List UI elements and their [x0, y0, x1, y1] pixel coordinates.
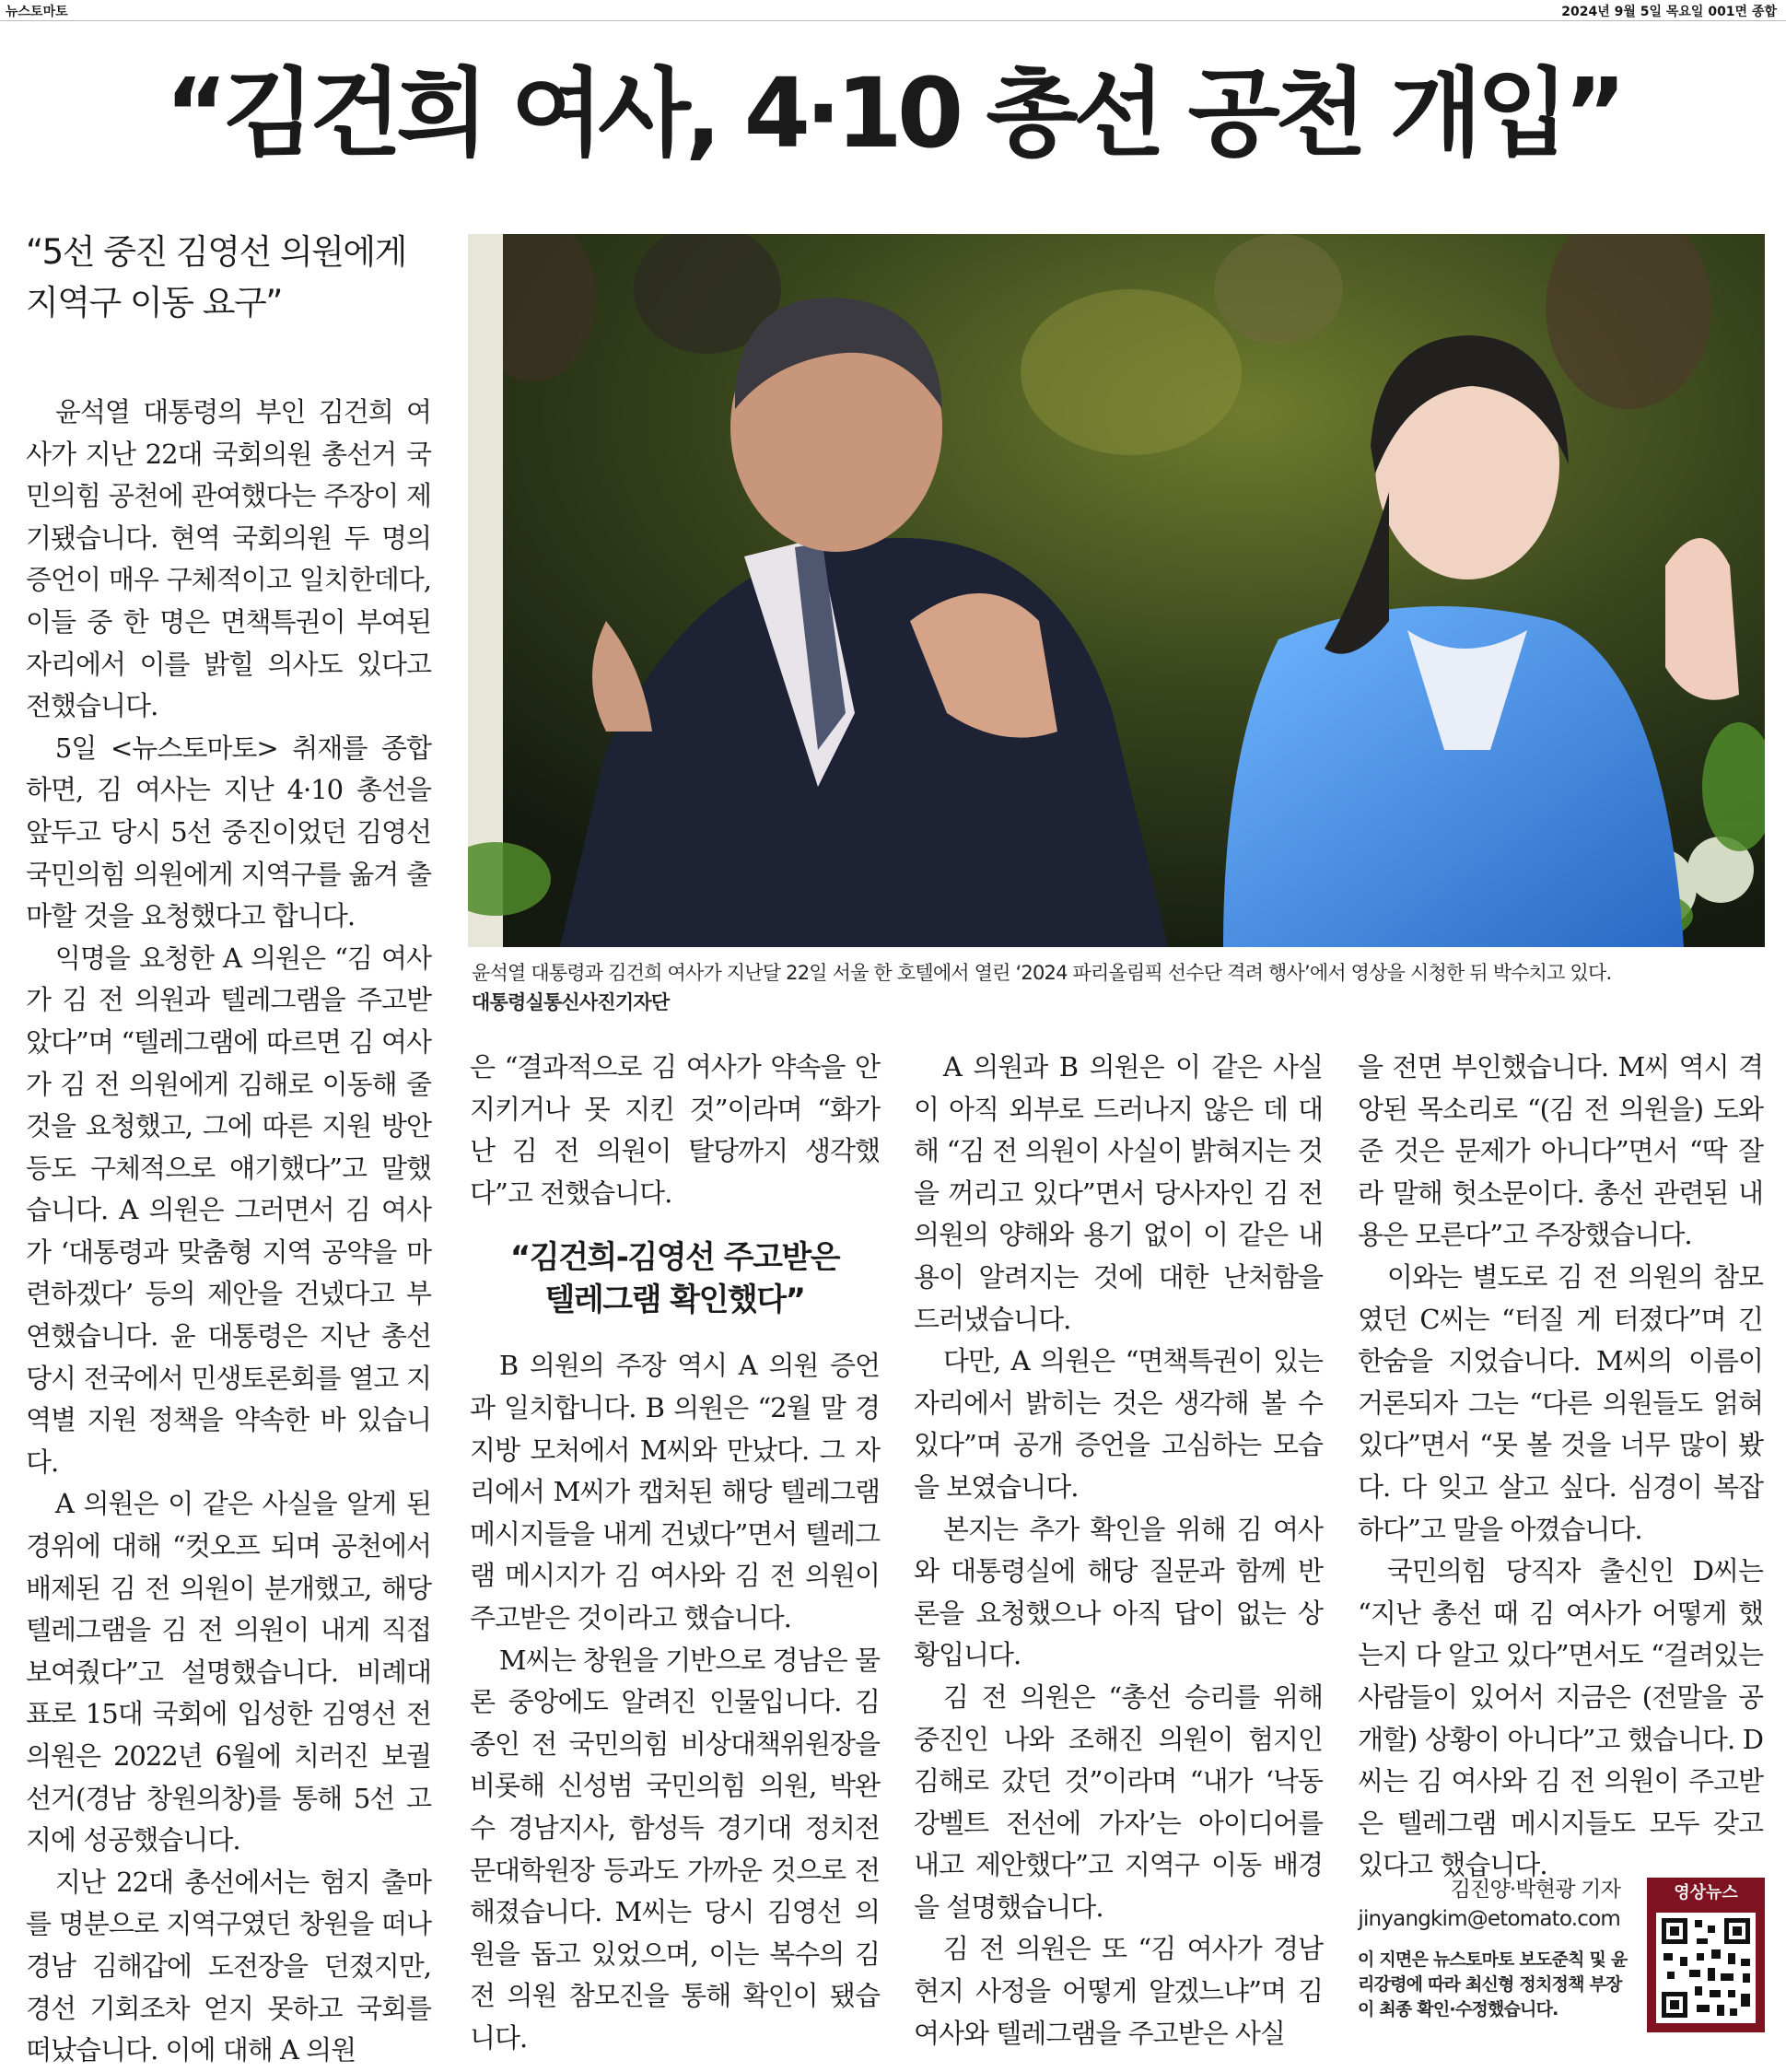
byline	[1358, 1875, 1620, 1934]
subheadline-line-1: “5선 중진 김영선 의원에게	[26, 232, 406, 272]
paragraph: 윤석열 대통령의 부인 김건희 여사가 지난 22대 국회의원 총선거 국민의힘 공천에 관여했다는 주장이 제기됐습니다. 현역 국회의원 두 명의 증언이 매우 구체적이고 일치한데다, 이들 중 한 명은 면책특권이 부여된 자리에서 이를 밝힐 의사도 있다고 전했습니다.	[26, 396, 431, 722]
photo-caption	[472, 958, 1761, 1017]
qr-label: 영상뉴스	[1674, 1883, 1738, 1902]
paragraph: 다만, A 의원은 “면책특권이 있는 자리에서 밝히는 것은 생각해 볼 수 있다”며 공개 증언을 고심하는 모습을 보였습니다.	[914, 1345, 1323, 1503]
mid-headline-line-1: “김건희-김영선 주고받은	[509, 1239, 840, 1277]
mid-headline	[470, 1236, 880, 1321]
paragraph: A 의원은 이 같은 사실을 알게 된 경위에 대해 “컷오프 되며 공천에서 배제된 김 전 의원이 분개했고, 해당 텔레그램을 김 전 의원이 내게 직접 보여줬다”고 설명했습니다. 비례대표로 15대 국회에 입성한 김영선 전 의원은 2022년 6월에 치러진 보궐선거(경남 창원의창)를 통해 5선 고지에 성공했습니다.	[26, 1488, 431, 1856]
masthead	[0, 0, 1786, 21]
paragraph: 은 “결과적으로 김 여사가 약속을 안 지키거나 못 지킨 것”이라며 “화가 난 김 전 의원이 탈당까지 생각했다”고 전했습니다.	[470, 1051, 880, 1209]
paragraph: 김 전 의원은 “총선 승리를 위해 중진인 나와 조해진 의원이 험지인 김해로 갔던 것”이라며 “내가 ‘낙동강벨트 전선에 가자’는 아이디어를 내고 제안했다”고 지역구 이동 배경을 설명했습니다.	[914, 1680, 1323, 1923]
paragraph: 5일 <뉴스토마토> 취재를 종합하면, 김 여사는 지난 4·10 총선을 앞두고 당시 5선 중진이었던 김영선 국민의힘 의원에게 지역구를 옮겨 출마할 것을 요청했다고 합니다.	[26, 732, 431, 932]
headline: “김건희 여사, 4·10 총선 공천 개입”	[165, 57, 1621, 170]
reporter-names: 김진양·박현광 기자	[1450, 1878, 1620, 1902]
subheadline	[26, 227, 459, 328]
paragraph: 국민의힘 당직자 출신인 D씨는 “지난 총선 때 김 여사가 어떻게 했는지 다 알고 있다”면서도 “걸려있는 사람들이 있어서 지금은 (전말을 공개할) 상황이 아니다”고 했습니다. D씨는 김 여사와 김 전 의원이 주고받은 텔레그램 메시지들도 모두 갖고 있다고 했습니다.	[1358, 1555, 1763, 1881]
paragraph: 김 전 의원은 또 “김 여사가 경남 현지 사정을 어떻게 알겠느냐”며 김 여사와 텔레그램을 주고받은 사실	[914, 1933, 1323, 2049]
article-column-2	[470, 1047, 880, 2059]
article-column-1	[26, 392, 431, 2072]
photo-credit: 대통령실통신사진기자단	[472, 991, 670, 1013]
mid-headline-line-2: 텔레그램 확인했다”	[544, 1282, 805, 1319]
paragraph: B 의원의 주장 역시 A 의원 증언과 일치합니다. B 의원은 “2월 말 경지방 모처에서 M씨와 만났다. 그 자리에서 M씨가 캡처된 해당 텔레그램 메시지들을 내게 건넸다”면서 텔레그램 메시지가 김 여사와 김 전 의원이 주고받은 것이라고 했습니다.	[470, 1350, 880, 1633]
paragraph: 이와는 별도로 김 전 의원의 참모였던 C씨는 “터질 게 터졌다”며 긴 한숨을 지었습니다. M씨의 이름이 거론되자 그는 “다른 의원들도 얽혀 있다”면서 “못 볼 것을 너무 많이 봤다. 다 잊고 살고 싶다. 심경이 복잡하다”고 말을 아꼈습니다.	[1358, 1260, 1763, 1545]
article-column-4	[1358, 1047, 1763, 1887]
caption-text: 윤석열 대통령과 김건희 여사가 지난달 22일 서울 한 호텔에서 열린 ‘2024 파리올림픽 선수단 격려 행사’에서 영상을 시청한 뒤 박수치고 있다.	[472, 962, 1612, 984]
reporter-email: jinyangkim@etomato.com	[1358, 1907, 1620, 1931]
issue-date-page: 2024년 9월 5일 목요일 001면 종합	[1561, 5, 1777, 19]
paragraph: 을 전면 부인했습니다. M씨 역시 격앙된 목소리로 “(김 전 의원을) 도와준 것은 문제가 아니다”면서 “딱 잘라 말해 헛소문이다. 총선 관련된 내용은 모른다”고 주장했습니다.	[1358, 1051, 1763, 1251]
subheadline-line-2: 지역구 이동 요구”	[26, 283, 282, 322]
newspaper-name: 뉴스토마토	[6, 5, 68, 19]
paragraph: M씨는 창원을 기반으로 경남은 물론 중앙에도 알려진 인물입니다. 김종인 전 국민의힘 비상대책위원장을 비롯해 신성범 국민의힘 의원, 박완수 경남지사, 함성득 경기대 정치전문대학원장 등과도 가까운 것으로 전해졌습니다. M씨는 당시 김영선 의원을 돕고 있었으며, 이는 복수의 김 전 의원 참모진을 통해 확인이 됐습니다.	[470, 1644, 880, 2054]
paragraph: 지난 22대 총선에서는 험지 출마를 명분으로 지역구였던 창원을 떠나 경남 김해갑에 도전장을 던졌지만, 경선 기회조차 얻지 못하고 국회를 떠났습니다. 이에 대해 A 의원	[26, 1866, 431, 2066]
editorial-notice: 이 지면은 뉴스토마토 보도준칙 및 윤리강령에 따라 최신형 정치정책 부장이 최종 확인·수정했습니다.	[1358, 1949, 1628, 2019]
paragraph: 본지는 추가 확인을 위해 김 여사와 대통령실에 해당 질문과 함께 반론을 요청했으나 아직 답이 없는 상황입니다.	[914, 1513, 1323, 1671]
article-column-3	[914, 1047, 1323, 2054]
qr-code-icon[interactable]	[1656, 1913, 1756, 2023]
news-photo	[468, 234, 1765, 947]
paragraph: A 의원과 B 의원은 이 같은 사실이 아직 외부로 드러나지 않은 데 대해 “김 전 의원이 사실이 밝혀지는 것을 꺼리고 있다”면서 당사자인 김 전 의원의 양해와 용기 없이 이 같은 내용이 알려지는 것에 대한 난처함을 드러냈습니다.	[914, 1051, 1323, 1335]
paragraph: 익명을 요청한 A 의원은 “김 여사가 김 전 의원과 텔레그램을 주고받았다”며 “텔레그램에 따르면 김 여사가 김 전 의원에게 김해로 이동해 줄 것을 요청했고, 그에 따른 지원 방안 등도 구체적으로 얘기했다”고 말했습니다. A 의원은 그러면서 김 여사가 ‘대통령과 맞춤형 지역 공약을 마련하겠다’ 등의 제안을 건넸다고 부연했습니다. 윤 대통령은 지난 총선 당시 전국에서 민생토론회를 열고 지역별 지원 정책을 약속한 바 있습니다.	[26, 942, 431, 1478]
video-news-qr[interactable]	[1647, 1878, 1765, 2032]
